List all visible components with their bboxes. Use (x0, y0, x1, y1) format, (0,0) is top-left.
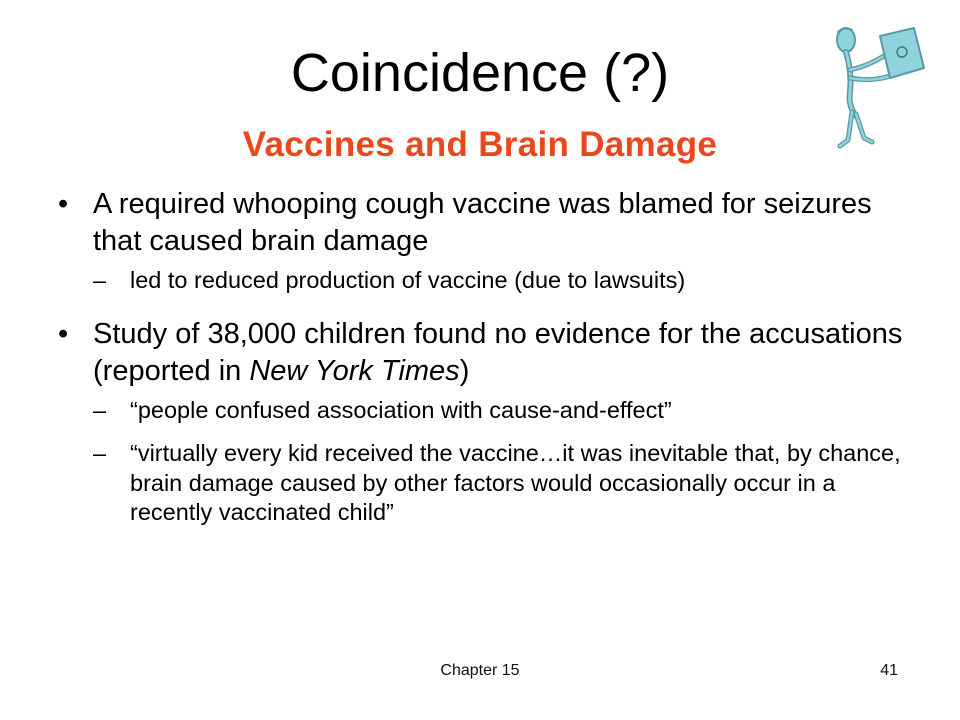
bullet-text-italic: New York Times (249, 354, 460, 387)
clipart-sign (880, 28, 924, 78)
sub-bullet-item (93, 396, 916, 426)
sub-bullet-item (93, 439, 916, 528)
bullet-text-end: ) (459, 354, 470, 387)
sub-bullet-text: “people confused association with cause-and-effect” (130, 396, 672, 423)
stick-figure-holding-sign-icon (822, 22, 932, 152)
footer-chapter: Chapter 15 (440, 662, 520, 679)
sub-bullet-text: led to reduced production of vaccine (due to lawsuits) (130, 267, 686, 293)
sub-bullet-dash: – (93, 440, 107, 466)
bullet-mark: • (58, 317, 69, 350)
bullet-list (56, 186, 916, 528)
slide-title: Coincidence (?) (290, 43, 670, 103)
bullet-item (56, 316, 916, 528)
sub-bullet-list (93, 266, 916, 296)
sub-bullet-list (93, 396, 916, 528)
bullet-text: A required whooping cough vaccine was blamed for seizures that caused brain damage (93, 188, 872, 257)
bullet-item (56, 186, 916, 296)
sub-bullet-dash: – (93, 396, 107, 423)
bullet-mark: • (58, 188, 69, 220)
bullet-text: Study of 38,000 children found no evidence for the accusations (reported in (93, 317, 903, 387)
sub-bullet-dash: – (93, 267, 107, 293)
sub-bullet-text: “virtually every kid received the vaccine…it was inevitable that, by chance, brain damage caused by other factors would occasionally occur in a recently vaccinated child” (130, 440, 901, 525)
sub-bullet-item (93, 266, 916, 296)
footer-page-number: 41 (880, 662, 898, 679)
slide-subtitle: Vaccines and Brain Damage (242, 125, 718, 164)
